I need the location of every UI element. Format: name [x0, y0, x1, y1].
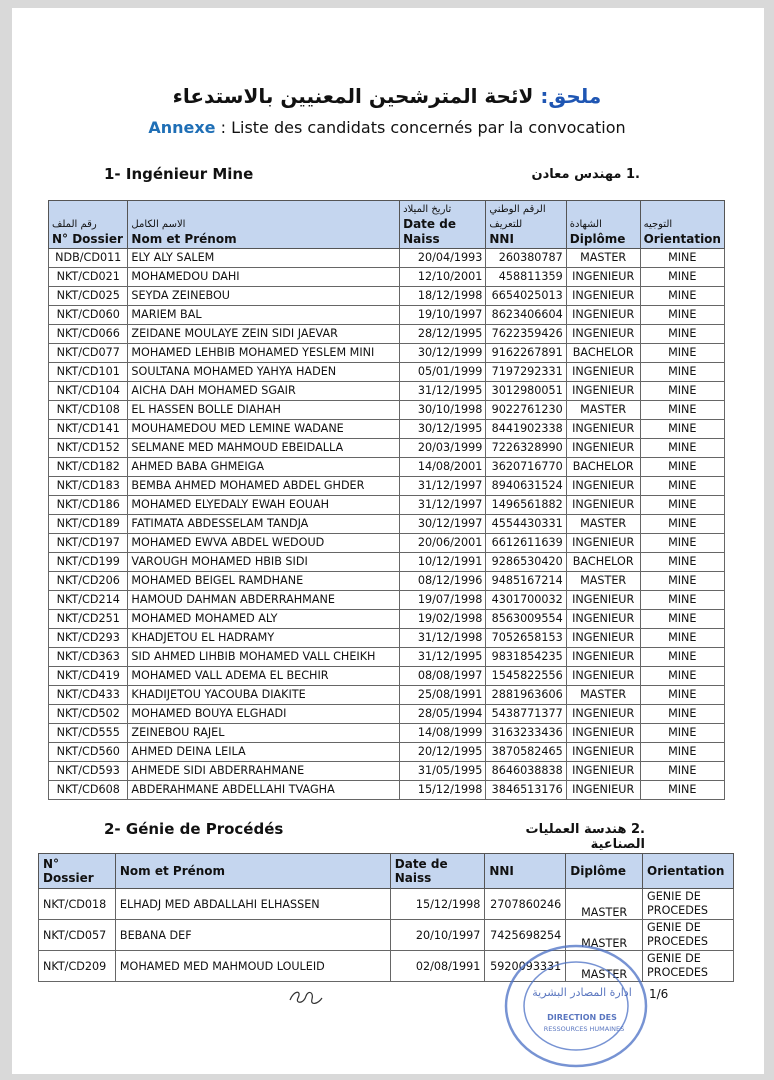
cell-diploma: INGENIEUR: [566, 724, 640, 743]
cell-diploma: INGENIEUR: [566, 762, 640, 781]
cell-birthdate: 20/06/2001: [400, 534, 486, 553]
cell-name: HAMOUD DAHMAN ABDERRAHMANE: [128, 591, 400, 610]
cell-dossier: NKT/CD018: [39, 889, 116, 920]
cell-orientation: MINE: [640, 762, 724, 781]
cell-birthdate: 31/12/1997: [400, 496, 486, 515]
cell-orientation: MINE: [640, 534, 724, 553]
table-row: [49, 705, 725, 724]
cell-orientation: MINE: [640, 515, 724, 534]
cell-orientation: GENIE DE PROCEDES: [643, 889, 734, 920]
cell-diploma: MASTER: [566, 889, 643, 920]
cell-birthdate: 15/12/1998: [400, 781, 486, 800]
cell-orientation: MINE: [640, 781, 724, 800]
cell-orientation: MINE: [640, 477, 724, 496]
cell-dossier: NKT/CD186: [49, 496, 128, 515]
cell-name: MOHAMED BEIGEL RAMDHANE: [128, 572, 400, 591]
cell-orientation: MINE: [640, 287, 724, 306]
cell-dossier: NKT/CD182: [49, 458, 128, 477]
cell-orientation: MINE: [640, 458, 724, 477]
cell-nni: 9022761230: [486, 401, 566, 420]
stamp-fr-line2: RESSOURCES HUMAINES: [543, 1025, 625, 1033]
cell-birthdate: 20/12/1995: [400, 743, 486, 762]
cell-diploma: INGENIEUR: [566, 420, 640, 439]
stamp-ar: ادارة المصادر البشرية: [532, 986, 632, 999]
table-row: [49, 287, 725, 306]
section2-title-fr: 2- Génie de Procédés: [104, 820, 284, 838]
col-header-nni: NNI: [485, 854, 566, 889]
cell-birthdate: 19/10/1997: [400, 306, 486, 325]
cell-orientation: MINE: [640, 420, 724, 439]
cell-birthdate: 14/08/2001: [400, 458, 486, 477]
cell-diploma: INGENIEUR: [566, 287, 640, 306]
cell-birthdate: 08/12/1996: [400, 572, 486, 591]
table-row: [49, 439, 725, 458]
col-header-nni: الرقم الوطني للتعريف NNI: [486, 201, 566, 249]
cell-diploma: INGENIEUR: [566, 648, 640, 667]
cell-nni: 5920093331: [485, 951, 566, 982]
table-row: [49, 401, 725, 420]
col-header-name: الاسم الكامل Nom et Prénom: [128, 201, 400, 249]
cell-diploma: INGENIEUR: [566, 629, 640, 648]
cell-birthdate: 20/10/1997: [390, 920, 485, 951]
cell-dossier: NKT/CD293: [49, 629, 128, 648]
table-row: [49, 496, 725, 515]
table-row: [49, 268, 725, 287]
table-row: [49, 306, 725, 325]
cell-nni: 7425698254: [485, 920, 566, 951]
cell-birthdate: 20/03/1999: [400, 439, 486, 458]
table-row: [49, 477, 725, 496]
cell-diploma: INGENIEUR: [566, 382, 640, 401]
cell-name: AHMED DEINA LEILA: [128, 743, 400, 762]
cell-diploma: BACHELOR: [566, 458, 640, 477]
section1-title-ar: .1 مهندس معادن: [531, 167, 640, 182]
cell-birthdate: 08/08/1997: [400, 667, 486, 686]
cell-birthdate: 30/12/1999: [400, 344, 486, 363]
cell-diploma: BACHELOR: [566, 344, 640, 363]
cell-birthdate: 25/08/1991: [400, 686, 486, 705]
col-header-dossier: رقم الملف N° Dossier: [49, 201, 128, 249]
cell-nni: 2881963606: [486, 686, 566, 705]
cell-nni: 5438771377: [486, 705, 566, 724]
cell-orientation: MINE: [640, 610, 724, 629]
table-row: [49, 553, 725, 572]
cell-nni: 3620716770: [486, 458, 566, 477]
cell-dossier: NKT/CD560: [49, 743, 128, 762]
cell-diploma: INGENIEUR: [566, 534, 640, 553]
cell-diploma: MASTER: [566, 515, 640, 534]
cell-name: SELMANE MED MAHMOUD EBEIDALLA: [128, 439, 400, 458]
cell-name: MOHAMED MED MAHMOUD LOULEID: [115, 951, 390, 982]
cell-name: VAROUGH MOHAMED HBIB SIDI: [128, 553, 400, 572]
cell-dossier: NKT/CD025: [49, 287, 128, 306]
cell-birthdate: 28/05/1994: [400, 705, 486, 724]
table-header-row: [39, 854, 734, 889]
cell-orientation: MINE: [640, 591, 724, 610]
cell-dossier: NKT/CD209: [39, 951, 116, 982]
table-row: [49, 610, 725, 629]
cell-orientation: MINE: [640, 686, 724, 705]
cell-name: BEMBA AHMED MOHAMED ABDEL GHDER: [128, 477, 400, 496]
cell-name: KHADJETOU EL HADRAMY: [128, 629, 400, 648]
cell-nni: 1545822556: [486, 667, 566, 686]
cell-dossier: NKT/CD502: [49, 705, 128, 724]
cell-birthdate: 10/12/1991: [400, 553, 486, 572]
cell-nni: 9831854235: [486, 648, 566, 667]
cell-name: KHADIJETOU YACOUBA DIAKITE: [128, 686, 400, 705]
cell-orientation: GENIE DE PROCEDES: [643, 951, 734, 982]
col-header-dossier: N° Dossier: [39, 854, 116, 889]
cell-name: FATIMATA ABDESSELAM TANDJA: [128, 515, 400, 534]
section2-title-ar: .2 هندسة العمليات الصناعية: [525, 822, 645, 852]
cell-diploma: INGENIEUR: [566, 306, 640, 325]
cell-birthdate: 31/12/1995: [400, 648, 486, 667]
table-row: [49, 515, 725, 534]
cell-nni: 6612611639: [486, 534, 566, 553]
cell-birthdate: 31/12/1997: [400, 477, 486, 496]
cell-birthdate: 31/05/1995: [400, 762, 486, 781]
cell-name: ELY ALY SALEM: [128, 249, 400, 268]
table-row: [49, 648, 725, 667]
table-header-row: [49, 201, 725, 249]
cell-name: ZEINEBOU RAJEL: [128, 724, 400, 743]
table-row: [49, 325, 725, 344]
cell-dossier: NKT/CD199: [49, 553, 128, 572]
cell-dossier: NKT/CD593: [49, 762, 128, 781]
cell-birthdate: 14/08/1999: [400, 724, 486, 743]
cell-birthdate: 31/12/1995: [400, 382, 486, 401]
cell-name: AHMEDE SIDI ABDERRAHMANE: [128, 762, 400, 781]
cell-diploma: INGENIEUR: [566, 781, 640, 800]
cell-orientation: GENIE DE PROCEDES: [643, 920, 734, 951]
cell-diploma: MASTER: [566, 401, 640, 420]
french-title-text: : Liste des candidats concernés par la convocation: [215, 118, 626, 137]
col-header-birthdate: تاريخ الميلاد Date de Naiss: [400, 201, 486, 249]
table-row: [49, 420, 725, 439]
cell-name: SEYDA ZEINEBOU: [128, 287, 400, 306]
cell-dossier: NKT/CD077: [49, 344, 128, 363]
annexe-label: Annexe: [148, 118, 216, 137]
cell-name: ABDERAHMANE ABDELLAHI TVAGHA: [128, 781, 400, 800]
table-row: [49, 743, 725, 762]
cell-dossier: NKT/CD104: [49, 382, 128, 401]
cell-dossier: NKT/CD197: [49, 534, 128, 553]
table-row: [49, 534, 725, 553]
cell-birthdate: 15/12/1998: [390, 889, 485, 920]
arabic-title-text: لائحة المترشحين المعنيين بالاستدعاء: [172, 84, 534, 108]
cell-diploma: MASTER: [566, 249, 640, 268]
col-header-diploma: الشهادة Diplôme: [566, 201, 640, 249]
section1-title-fr: 1- Ingénieur Mine: [104, 165, 254, 183]
cell-diploma: INGENIEUR: [566, 667, 640, 686]
cell-orientation: MINE: [640, 439, 724, 458]
cell-nni: 458811359: [486, 268, 566, 287]
cell-orientation: MINE: [640, 306, 724, 325]
cell-name: SID AHMED LIHBIB MOHAMED VALL CHEIKH: [128, 648, 400, 667]
cell-dossier: NDB/CD011: [49, 249, 128, 268]
cell-nni: 9485167214: [486, 572, 566, 591]
cell-orientation: MINE: [640, 268, 724, 287]
cell-birthdate: 19/02/1998: [400, 610, 486, 629]
table-row: [49, 591, 725, 610]
cell-diploma: BACHELOR: [566, 553, 640, 572]
cell-orientation: MINE: [640, 553, 724, 572]
cell-dossier: NKT/CD021: [49, 268, 128, 287]
cell-name: MOHAMED EWVA ABDEL WEDOUD: [128, 534, 400, 553]
cell-diploma: INGENIEUR: [566, 439, 640, 458]
cell-name: AHMED BABA GHMEIGA: [128, 458, 400, 477]
table-row: [49, 629, 725, 648]
stamp-direction-ressources-humaines: [500, 940, 650, 1074]
arabic-title-prefix: ملحق:: [540, 84, 602, 108]
cell-dossier: NKT/CD206: [49, 572, 128, 591]
cell-name: MOHAMED BOUYA ELGHADI: [128, 705, 400, 724]
cell-name: MOHAMED VALL ADEMA EL BECHIR: [128, 667, 400, 686]
col-header-orientation: Orientation: [643, 854, 734, 889]
cell-diploma: INGENIEUR: [566, 610, 640, 629]
cell-birthdate: 30/10/1998: [400, 401, 486, 420]
cell-name: AICHA DAH MOHAMED SGAIR: [128, 382, 400, 401]
cell-birthdate: 12/10/2001: [400, 268, 486, 287]
cell-nni: 8646038838: [486, 762, 566, 781]
cell-orientation: MINE: [640, 344, 724, 363]
cell-nni: 1496561882: [486, 496, 566, 515]
cell-diploma: INGENIEUR: [566, 591, 640, 610]
cell-nni: 9286530420: [486, 553, 566, 572]
table-row: [49, 572, 725, 591]
cell-nni: 3012980051: [486, 382, 566, 401]
cell-diploma: MASTER: [566, 572, 640, 591]
cell-birthdate: 28/12/1995: [400, 325, 486, 344]
cell-name: MOUHAMEDOU MED LEMINE WADANE: [128, 420, 400, 439]
cell-nni: 7052658153: [486, 629, 566, 648]
cell-nni: 9162267891: [486, 344, 566, 363]
cell-diploma: INGENIEUR: [566, 705, 640, 724]
cell-name: BEBANA DEF: [115, 920, 390, 951]
cell-name: ZEIDANE MOULAYE ZEIN SIDI JAEVAR: [128, 325, 400, 344]
table-row: [49, 781, 725, 800]
cell-diploma: INGENIEUR: [566, 325, 640, 344]
table-row: [49, 667, 725, 686]
cell-orientation: MINE: [640, 724, 724, 743]
col-header-diploma: Diplôme: [566, 854, 643, 889]
cell-diploma: MASTER: [566, 686, 640, 705]
cell-dossier: NKT/CD108: [49, 401, 128, 420]
table-row: [49, 344, 725, 363]
cell-name: MOHAMEDOU DAHI: [128, 268, 400, 287]
cell-birthdate: 31/12/1998: [400, 629, 486, 648]
cell-nni: 3870582465: [486, 743, 566, 762]
cell-birthdate: 20/04/1993: [400, 249, 486, 268]
table-row: [49, 458, 725, 477]
cell-dossier: NKT/CD060: [49, 306, 128, 325]
signature: [286, 986, 326, 1014]
cell-dossier: NKT/CD251: [49, 610, 128, 629]
cell-orientation: MINE: [640, 648, 724, 667]
cell-orientation: MINE: [640, 705, 724, 724]
cell-name: MOHAMED ELYEDALY EWAH EOUAH: [128, 496, 400, 515]
cell-nni: 3846513176: [486, 781, 566, 800]
cell-diploma: MASTER: [566, 920, 643, 951]
cell-birthdate: 05/01/1999: [400, 363, 486, 382]
cell-dossier: NKT/CD433: [49, 686, 128, 705]
cell-name: EL HASSEN BOLLE DIAHAH: [128, 401, 400, 420]
table-mine: [48, 200, 725, 800]
cell-nni: 7622359426: [486, 325, 566, 344]
cell-diploma: INGENIEUR: [566, 477, 640, 496]
cell-nni: 4301700032: [486, 591, 566, 610]
col-header-birthdate: Date de Naiss: [390, 854, 485, 889]
cell-orientation: MINE: [640, 667, 724, 686]
cell-orientation: MINE: [640, 496, 724, 515]
cell-nni: 7197292331: [486, 363, 566, 382]
table-row: [49, 382, 725, 401]
cell-dossier: NKT/CD608: [49, 781, 128, 800]
table-row: [49, 686, 725, 705]
cell-dossier: NKT/CD189: [49, 515, 128, 534]
cell-dossier: NKT/CD363: [49, 648, 128, 667]
cell-dossier: NKT/CD555: [49, 724, 128, 743]
cell-nni: 8623406604: [486, 306, 566, 325]
cell-name: MOHAMED MOHAMED ALY: [128, 610, 400, 629]
table-row: [49, 249, 725, 268]
cell-orientation: MINE: [640, 743, 724, 762]
cell-birthdate: 02/08/1991: [390, 951, 485, 982]
cell-dossier: NKT/CD152: [49, 439, 128, 458]
cell-diploma: INGENIEUR: [566, 268, 640, 287]
cell-orientation: MINE: [640, 363, 724, 382]
cell-diploma: INGENIEUR: [566, 496, 640, 515]
cell-dossier: NKT/CD057: [39, 920, 116, 951]
table-row: [49, 363, 725, 382]
col-header-name: Nom et Prénom: [115, 854, 390, 889]
cell-birthdate: 30/12/1995: [400, 420, 486, 439]
cell-diploma: INGENIEUR: [566, 743, 640, 762]
cell-nni: 4554430331: [486, 515, 566, 534]
cell-nni: 8441902338: [486, 420, 566, 439]
cell-birthdate: 19/07/1998: [400, 591, 486, 610]
col-header-orientation: التوجيه Orientation: [640, 201, 724, 249]
cell-name: MOHAMED LEHBIB MOHAMED YESLEM MINI: [128, 344, 400, 363]
cell-dossier: NKT/CD419: [49, 667, 128, 686]
table-row: [39, 889, 734, 920]
cell-dossier: NKT/CD214: [49, 591, 128, 610]
cell-dossier: NKT/CD101: [49, 363, 128, 382]
cell-orientation: MINE: [640, 629, 724, 648]
cell-orientation: MINE: [640, 401, 724, 420]
cell-orientation: MINE: [640, 382, 724, 401]
french-title: [0, 118, 774, 137]
cell-dossier: NKT/CD066: [49, 325, 128, 344]
cell-orientation: MINE: [640, 572, 724, 591]
cell-nni: 8563009554: [486, 610, 566, 629]
arabic-title: [0, 84, 774, 108]
stamp-fr-line1: DIRECTION DES: [547, 1013, 617, 1022]
cell-name: ELHADJ MED ABDALLAHI ELHASSEN: [115, 889, 390, 920]
cell-nni: 8940631524: [486, 477, 566, 496]
cell-nni: 3163233436: [486, 724, 566, 743]
cell-name: MARIEM BAL: [128, 306, 400, 325]
cell-orientation: MINE: [640, 249, 724, 268]
cell-nni: 7226328990: [486, 439, 566, 458]
cell-diploma: MASTER: [566, 951, 643, 982]
cell-orientation: MINE: [640, 325, 724, 344]
cell-name: SOULTANA MOHAMED YAHYA HADEN: [128, 363, 400, 382]
cell-birthdate: 18/12/1998: [400, 287, 486, 306]
cell-nni: 6654025013: [486, 287, 566, 306]
cell-nni: 260380787: [486, 249, 566, 268]
table-row: [49, 762, 725, 781]
cell-nni: 2707860246: [485, 889, 566, 920]
cell-dossier: NKT/CD141: [49, 420, 128, 439]
cell-diploma: INGENIEUR: [566, 363, 640, 382]
table-row: [49, 724, 725, 743]
cell-dossier: NKT/CD183: [49, 477, 128, 496]
page-number: 1/6: [649, 987, 669, 1001]
cell-birthdate: 30/12/1997: [400, 515, 486, 534]
